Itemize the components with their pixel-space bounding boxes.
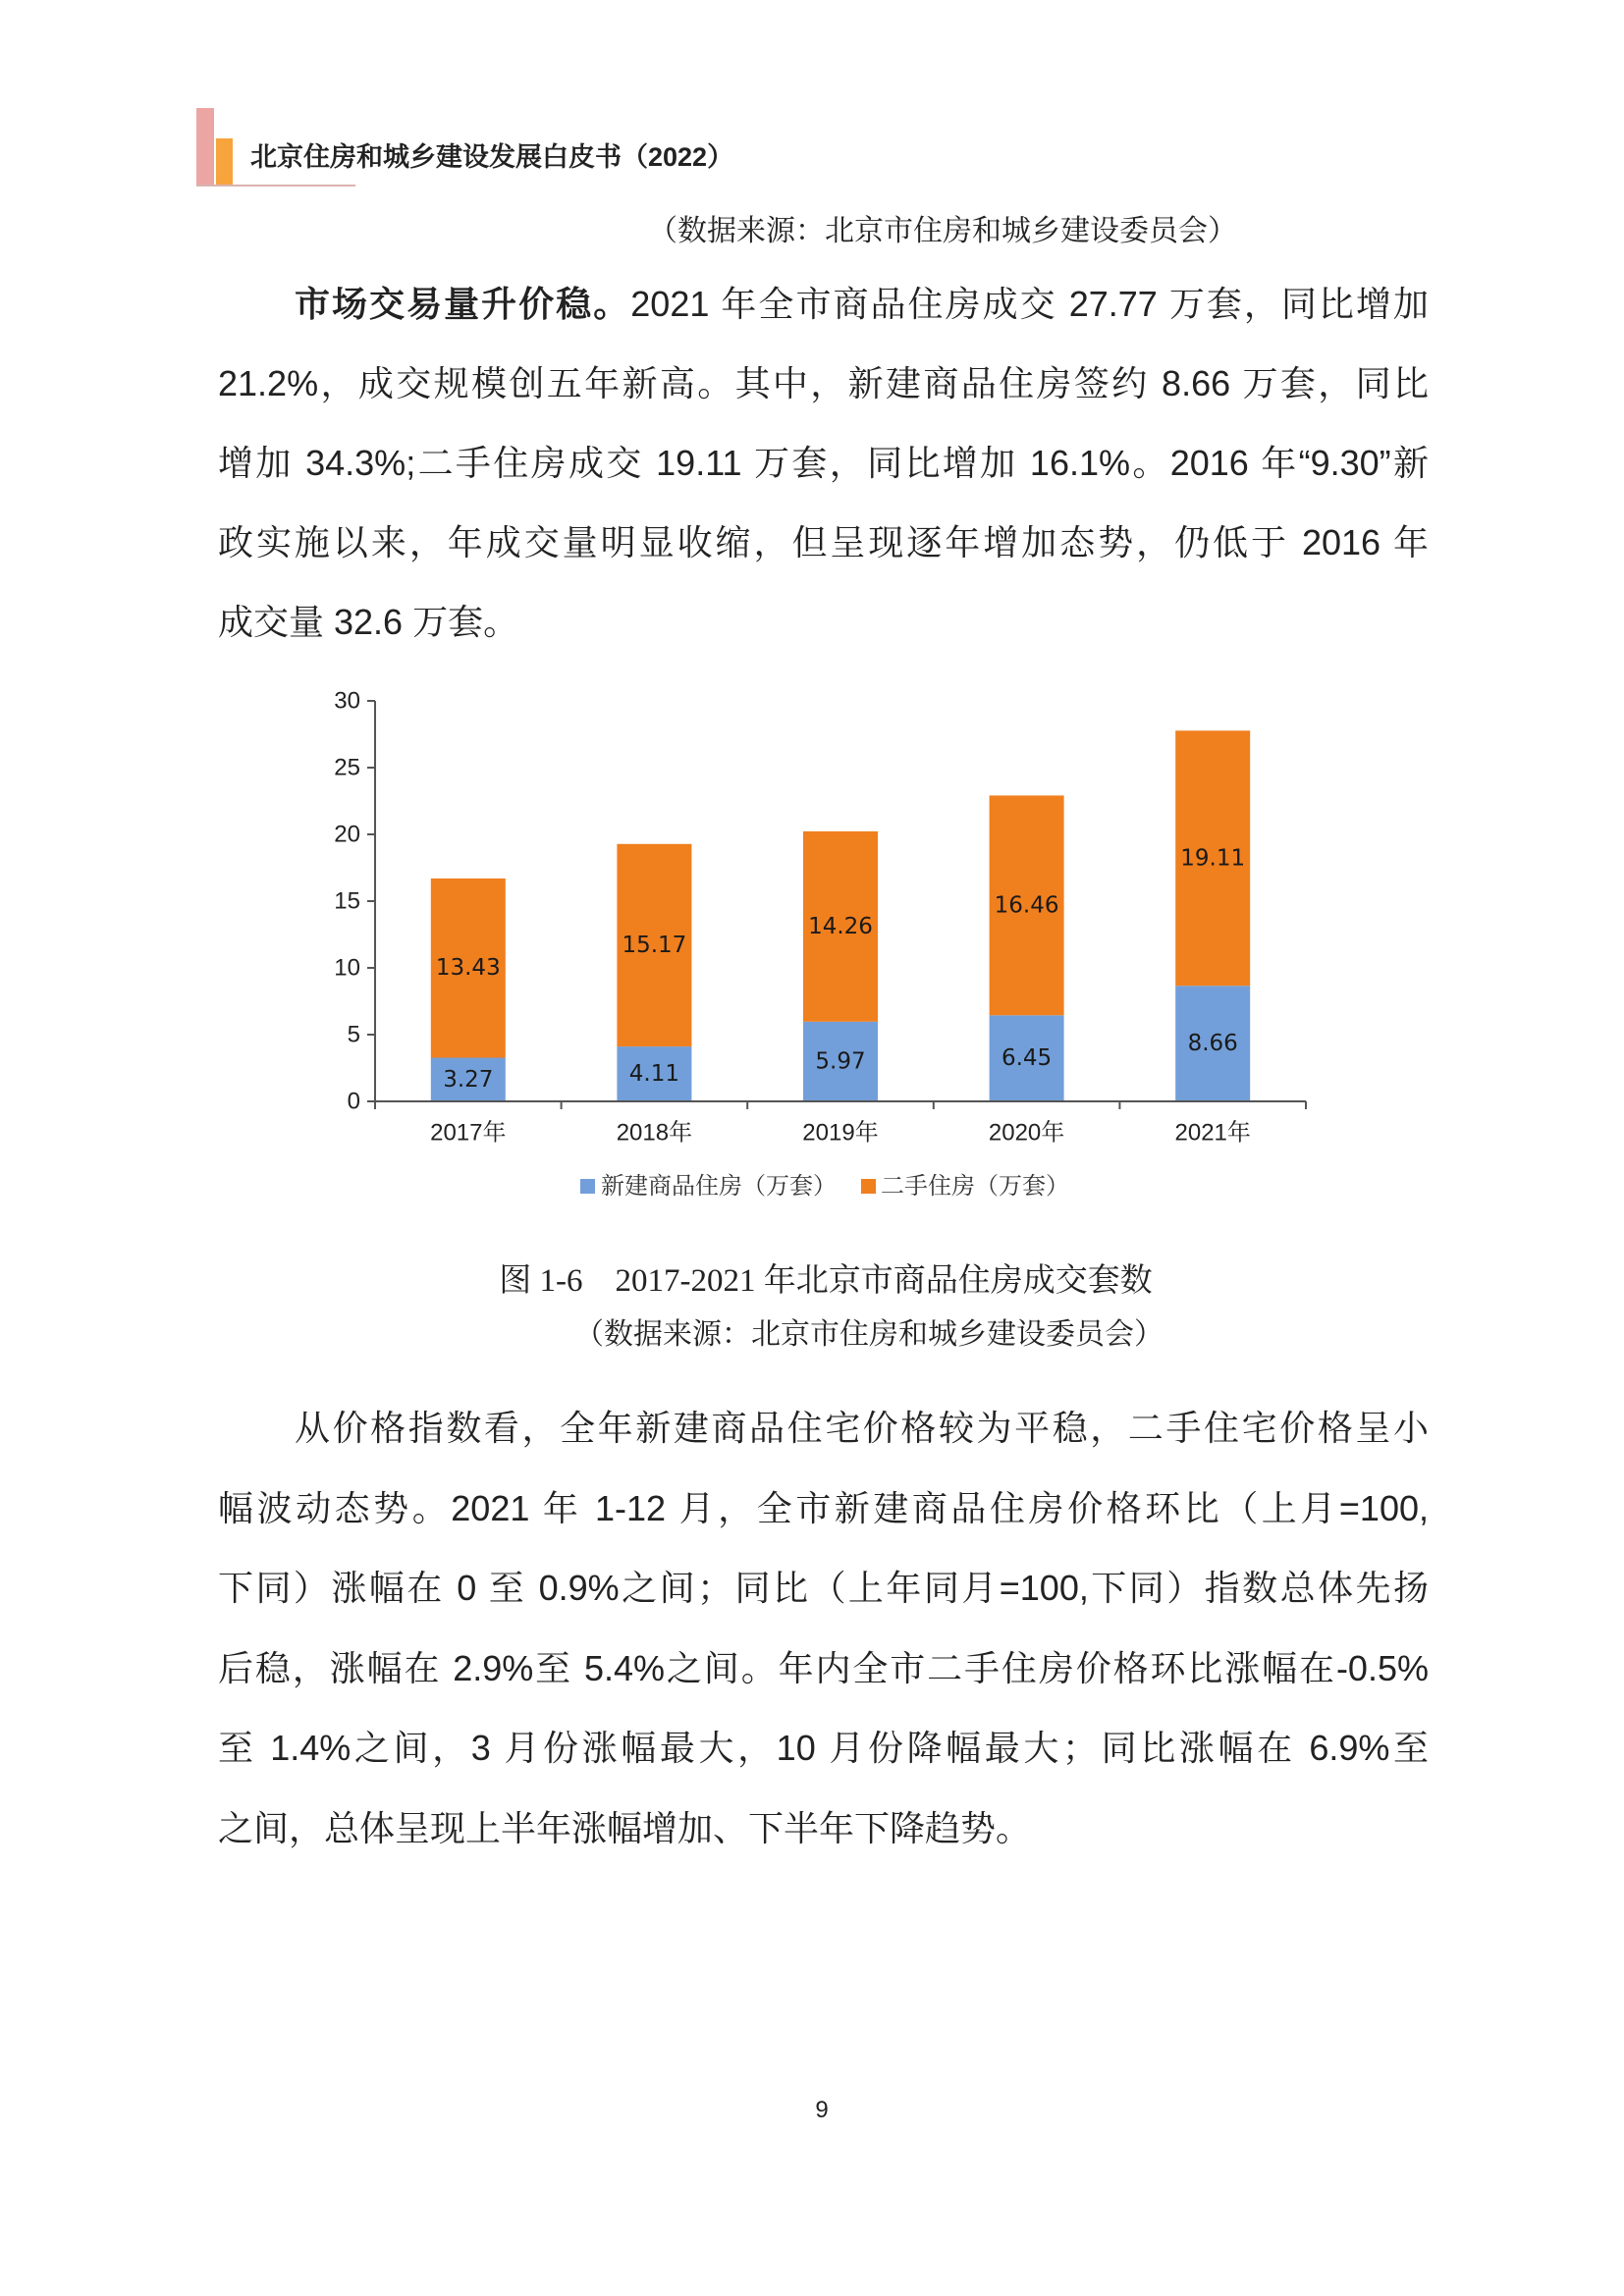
paragraph-market-volume — [218, 264, 1429, 662]
legend-swatch-new-housing — [580, 1179, 595, 1194]
y-tick-label: 30 — [334, 687, 360, 715]
figure-caption: 图 1-6 2017-2021 年北京市商品住房成交套数 — [499, 1263, 1153, 1299]
previous-figure-source: （数据来源：北京市住房和城乡建设委员会） — [648, 215, 1237, 247]
paragraph-line: 从价格指数看，全年新建商品住宅价格较为平稳，二手住宅价格呈小 — [295, 1408, 1429, 1448]
legend-swatch-second-hand-housing — [861, 1179, 876, 1194]
y-tick-label: 0 — [347, 1088, 360, 1115]
running-header-title: 北京住房和城乡建设发展白皮书（2022） — [250, 142, 734, 172]
paragraph-price-index — [218, 1388, 1429, 1869]
paragraph-line: 成交量 32.6 万套。 — [218, 602, 519, 642]
legend-label-second-hand-housing: 二手住房（万套） — [881, 1174, 1069, 1200]
paragraph-text: 2021 年全市商品住房成交 27.77 万套，同比增加 — [630, 284, 1429, 324]
data-label-new-housing: 5.97 — [815, 1048, 866, 1075]
header-bar-pink — [196, 108, 214, 186]
data-label-second-hand-housing: 13.43 — [435, 955, 501, 982]
data-label-second-hand-housing: 16.46 — [994, 892, 1059, 919]
paragraph-line: 至 1.4%之间，3 月份涨幅最大，10 月份降幅最大；同比涨幅在 6.9%至 — [218, 1728, 1429, 1769]
header-rule — [196, 185, 355, 187]
data-label-second-hand-housing: 15.17 — [622, 932, 687, 958]
paragraph-lead: 市场交易量升价稳。 — [295, 284, 631, 324]
data-label-second-hand-housing: 19.11 — [1180, 845, 1246, 872]
x-tick-label: 2018年 — [616, 1119, 693, 1147]
page-number: 9 — [815, 2097, 829, 2123]
y-tick-label: 5 — [347, 1021, 360, 1048]
paragraph-line: 下同）涨幅在 0 至 0.9%之间；同比（上年同月=100,下同）指数总体先扬 — [218, 1568, 1429, 1609]
x-tick-label: 2017年 — [430, 1119, 507, 1147]
header-bar-orange — [216, 138, 233, 186]
x-tick-label: 2019年 — [802, 1119, 879, 1147]
stacked-bar-chart — [295, 667, 1335, 1217]
paragraph-line — [218, 264, 1429, 344]
x-tick-label: 2021年 — [1174, 1119, 1251, 1147]
y-tick-label: 25 — [334, 754, 360, 781]
data-label-second-hand-housing: 14.26 — [808, 913, 873, 939]
chart-legend — [580, 1173, 1069, 1200]
data-label-new-housing: 8.66 — [1187, 1031, 1238, 1057]
paragraph-line: 后稳，涨幅在 2.9%至 5.4%之间。年内全市二手住房价格环比涨幅在-0.5% — [218, 1647, 1429, 1688]
x-tick-label: 2020年 — [988, 1119, 1065, 1147]
paragraph-line: 之间，总体呈现上半年涨幅增加、下半年下降趋势。 — [218, 1807, 1032, 1848]
paragraph-line: 21.2%，成交规模创五年新高。其中，新建商品住房签约 8.66 万套，同比 — [218, 363, 1429, 403]
data-label-new-housing: 3.27 — [443, 1066, 494, 1093]
y-tick-label: 10 — [334, 954, 360, 982]
data-label-new-housing: 4.11 — [628, 1061, 680, 1088]
y-tick-label: 15 — [334, 887, 360, 915]
legend-label-new-housing: 新建商品住房（万套） — [601, 1174, 837, 1200]
figure-source: （数据来源：北京市住房和城乡建设委员会） — [574, 1318, 1164, 1351]
paragraph-line: 增加 34.3%;二手住房成交 19.11 万套，同比增加 16.1%。2016 年“9.30”新 — [218, 443, 1429, 483]
paragraph-line: 政实施以来，年成交量明显收缩，但呈现逐年增加态势，仍低于 2016 年 — [218, 522, 1429, 562]
paragraph-line: 幅波动态势。2021 年 1-12 月，全市新建商品住房价格环比（上月=100, — [218, 1487, 1429, 1528]
y-tick-label: 20 — [334, 821, 360, 848]
data-label-new-housing: 6.45 — [1001, 1045, 1053, 1072]
chart-marks — [334, 688, 1306, 1147]
